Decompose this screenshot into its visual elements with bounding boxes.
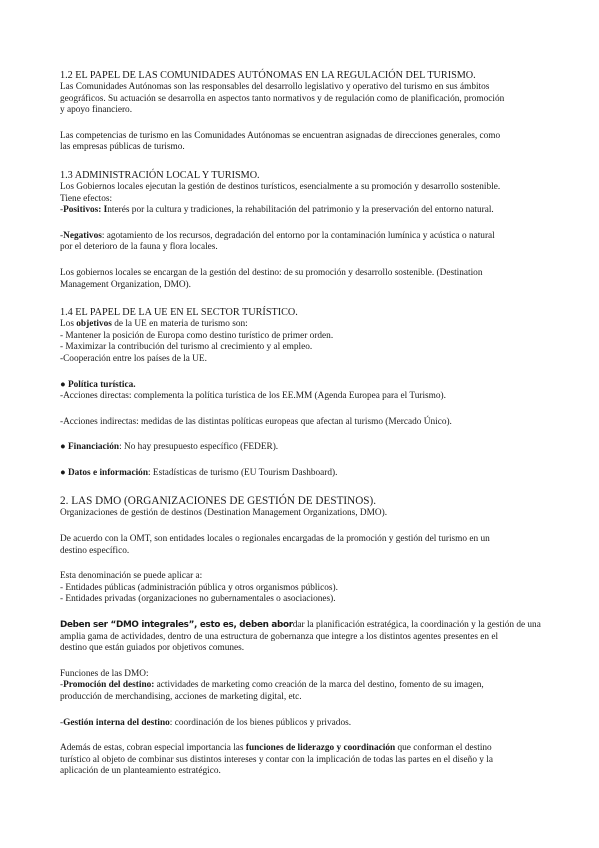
funciones-dmo	[60, 669, 546, 704]
bullet-heading: ● Financiación	[60, 442, 120, 453]
bold-text: funciones de liderazgo y coordinación	[245, 743, 396, 754]
bold-label: Gestión interna del destino	[63, 717, 170, 728]
negative-text: : agotamiento de los recursos, degradación del entorno por la contaminación lumínica y acústica o natural	[101, 230, 495, 241]
acciones-indirectas	[60, 417, 546, 429]
text: dar la planificación estratégica, la coordinación y la gestión de una	[292, 620, 541, 631]
bold-text: Deben ser “DMO integrales”, esto es, deben abor	[60, 620, 293, 631]
paragraph-line: amplia gama de actividades, dentro de una estructura de gobernanza que integre a los distintos agentes presentes en el	[60, 631, 499, 642]
section-2	[60, 495, 546, 520]
section-1-2	[60, 70, 546, 117]
paragraph-line: y apoyo financiero.	[60, 105, 133, 116]
dash: -	[60, 205, 64, 216]
positive-effects	[60, 205, 546, 217]
text: actividades de marketing como creación de la marca del destino, fomento de su imagen,	[154, 680, 484, 691]
dash: -	[60, 230, 64, 241]
dash: -	[60, 717, 64, 728]
section-heading: 2. LAS DMO (ORGANIZACIONES DE GESTIÓN DE DESTINOS).	[60, 495, 377, 508]
paragraph-line: De acuerdo con la OMT, son entidades locales o regionales encargadas de la promoción y gestión del turismo en un	[60, 534, 490, 545]
paragraph-line: Los Gobiernos locales ejecutan la gestión de destinos turísticos, esencialmente a su promoción y desarrollo sostenible.	[60, 181, 501, 192]
paragraph-line: por el deterioro de la fauna y flora locales.	[60, 242, 218, 253]
negative-effects	[60, 231, 546, 254]
text: : coordinación de los bienes públicos y privados.	[169, 717, 352, 728]
positive-label: Positivos: I	[63, 205, 108, 216]
list-item	[60, 680, 546, 692]
list-item: - Entidades públicas (administración pública y otros organismos públicos).	[60, 582, 338, 593]
bullet-line	[60, 468, 546, 480]
paragraph-line: aplicación de un planteamiento estratégico.	[60, 766, 221, 777]
paragraph-line: turístico al objeto de combinar sus distintos intereses y contar con la implicación de todas las partes en el diseño y la	[60, 754, 493, 765]
bullet-heading: ● Política turística.	[60, 379, 136, 390]
paragraph-line: Tiene efectos:	[60, 193, 113, 204]
section-heading: 1.3 ADMINISTRACIÓN LOCAL Y TURISMO.	[60, 169, 260, 181]
text: : No hay presupuesto específico (FEDER).	[119, 442, 279, 453]
paragraph-denominacion	[60, 571, 546, 606]
politica-turistica	[60, 380, 546, 403]
bullet-line	[60, 442, 546, 454]
list-item: - Entidades privadas (organizaciones no gubernamentales o asociaciones).	[60, 594, 336, 605]
paragraph-competencias	[60, 131, 546, 154]
paragraph-dmo-integrales	[60, 620, 546, 655]
paragraph-line: Los gobiernos locales se encargan de la gestión del destino: de su promoción y desarrollo sostenible. (Destination	[60, 267, 483, 278]
paragraph-omt	[60, 534, 546, 557]
paragraph-line	[60, 231, 546, 243]
text: : Estadísticas de turismo (EU Tourism Dashboard).	[148, 467, 338, 478]
paragraph-line: Funciones de las DMO:	[60, 668, 149, 679]
objectives-intro	[60, 319, 546, 331]
paragraph-line: geográficos. Su actuación se desarrolla en aspectos tanto normativos y de regulación como de planificación, promoción	[60, 93, 505, 104]
paragraph-line: producción de merchandising, acciones de marketing digital, etc.	[60, 692, 302, 702]
paragraph-line: Management Organization, DMO).	[60, 279, 191, 290]
section-1-4	[60, 307, 546, 365]
dash: -	[60, 680, 64, 691]
text: que conforman el destino	[395, 743, 492, 754]
objectives-label: objetivos	[76, 319, 112, 330]
paragraph-line: las empresas públicas de turismo.	[60, 142, 185, 153]
paragraph-line: Las competencias de turismo en las Comunidades Autónomas se encuentran asignadas de direcciones generales, como	[60, 130, 501, 141]
paragraph-line	[60, 743, 546, 755]
bold-label: Promoción del destino:	[63, 680, 155, 691]
list-item: -Acciones directas: complementa la política turística de los EE.MM (Agenda Europea para el Turismo).	[60, 391, 446, 402]
paragraph-liderazgo	[60, 743, 546, 778]
gestion-interna	[60, 718, 546, 730]
list-item: -Cooperación entre los países de la UE.	[60, 353, 207, 364]
positive-text: nterés por la cultura y tradiciones, la rehabilitación del patrimonio y la preservación del entorno natural.	[107, 205, 494, 216]
text: Los	[60, 319, 77, 330]
list-item	[60, 718, 546, 730]
document-page	[60, 70, 546, 792]
negative-label: Negativos	[63, 230, 102, 241]
section-heading: 1.4 EL PAPEL DE LA UE EN EL SECTOR TURÍSTICO.	[60, 307, 298, 319]
paragraph-line: Las Comunidades Autónomas son las responsables del desarrollo legislativo y operativo del turismo en sus ámbitos	[60, 82, 490, 92]
paragraph-line: Esta denominación se puede aplicar a:	[60, 571, 203, 582]
paragraph-line: destino que están guiados por objetivos comunes.	[60, 643, 245, 654]
text: Además de estas, cobran especial importancia las	[60, 743, 246, 754]
bullet-heading: ● Datos e información	[60, 467, 148, 478]
list-item: -Acciones indirectas: medidas de las distintas políticas europeas que afectan al turismo (Mercado Único).	[60, 416, 452, 427]
list-item: - Maximizar la contribución del turismo al crecimiento y al empleo.	[60, 342, 313, 353]
list-item: - Mantener la posición de Europa como destino turístico de primer orden.	[60, 330, 334, 341]
paragraph-line	[60, 620, 546, 632]
datos-informacion	[60, 468, 546, 480]
text: de la UE en materia de turismo son:	[111, 319, 248, 330]
paragraph-line: Organizaciones de gestión de destinos (Destination Management Organizations, DMO).	[60, 508, 388, 519]
section-1-3	[60, 170, 546, 217]
paragraph-gobiernos-locales	[60, 268, 546, 291]
section-heading: 1.2 EL PAPEL DE LAS COMUNIDADES AUTÓNOMAS EN LA REGULACIÓN DEL TURISMO.	[60, 70, 476, 81]
paragraph-line: destino específico.	[60, 545, 130, 556]
financiacion	[60, 442, 546, 454]
